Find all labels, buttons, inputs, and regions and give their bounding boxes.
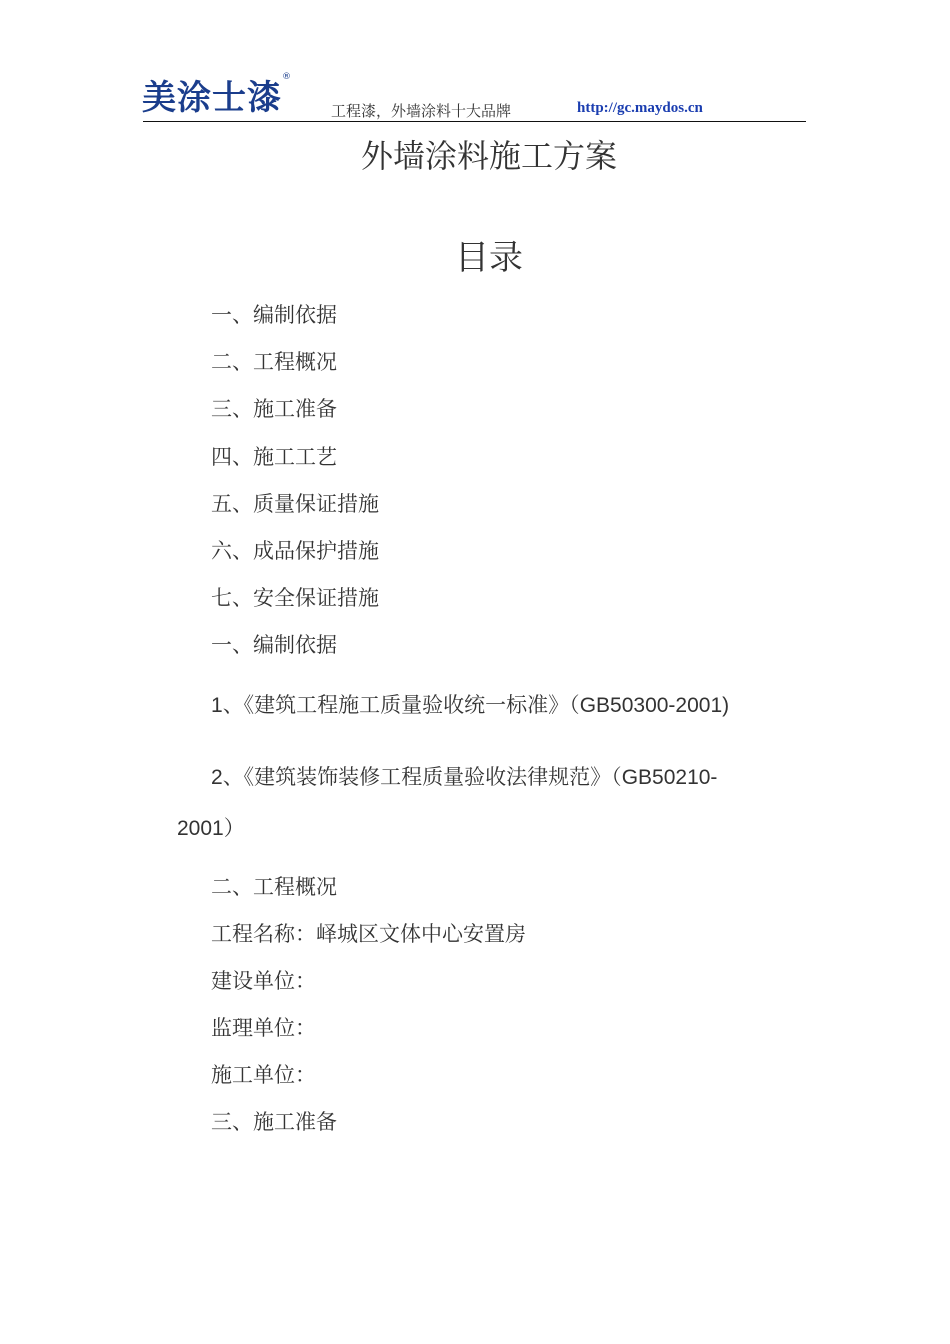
supervisor-unit: 监理单位：	[211, 1016, 316, 1040]
toc-item-7: 七、安全保证措施	[211, 586, 379, 610]
contractor-unit: 施工单位：	[211, 1063, 316, 1087]
logo-text: 美涂士漆	[142, 78, 282, 118]
section3-heading: 三、施工准备	[211, 1110, 337, 1134]
reference-1-title: 、《建筑工程施工质量验收统一标准》（	[222, 693, 580, 717]
section2-heading: 二、工程概况	[211, 875, 337, 899]
reference-1	[211, 689, 729, 719]
reference-1-code: GB50300-2001)	[579, 694, 730, 717]
reference-1-number: 1	[211, 694, 223, 717]
reference-2	[211, 761, 717, 791]
header-tagline: 工程漆，外墙涂料十大品牌	[331, 102, 512, 120]
project-name: 工程名称：峄城区文体中心安置房	[211, 922, 526, 946]
header-url-link[interactable]: http://gc.maydos.cn	[577, 100, 703, 116]
reference-2-title: 、《建筑装饰装修工程质量验收法律规范》（	[222, 765, 622, 789]
reference-2-code: GB50210-	[621, 766, 718, 789]
brand-logo	[142, 70, 292, 119]
reference-2-continued	[177, 812, 245, 842]
toc-item-2: 二、工程概况	[211, 350, 337, 374]
registered-mark: ®	[282, 72, 292, 82]
toc-title: 目录	[455, 238, 523, 278]
toc-item-6: 六、成品保护措施	[211, 539, 379, 563]
header-divider	[143, 121, 806, 122]
toc-item-5: 五、质量保证措施	[211, 492, 379, 516]
document-title: 外墙涂料施工方案	[360, 137, 617, 175]
reference-2-code-continued: 2001	[177, 817, 224, 840]
section1-heading: 一、编制依据	[211, 633, 337, 657]
reference-2-close-paren: ）	[223, 816, 245, 840]
toc-item-3: 三、施工准备	[211, 397, 337, 421]
toc-item-4: 四、施工工艺	[211, 445, 337, 469]
builder-unit: 建设单位：	[211, 969, 316, 993]
toc-item-1: 一、编制依据	[211, 303, 337, 327]
reference-2-number: 2	[211, 766, 223, 789]
